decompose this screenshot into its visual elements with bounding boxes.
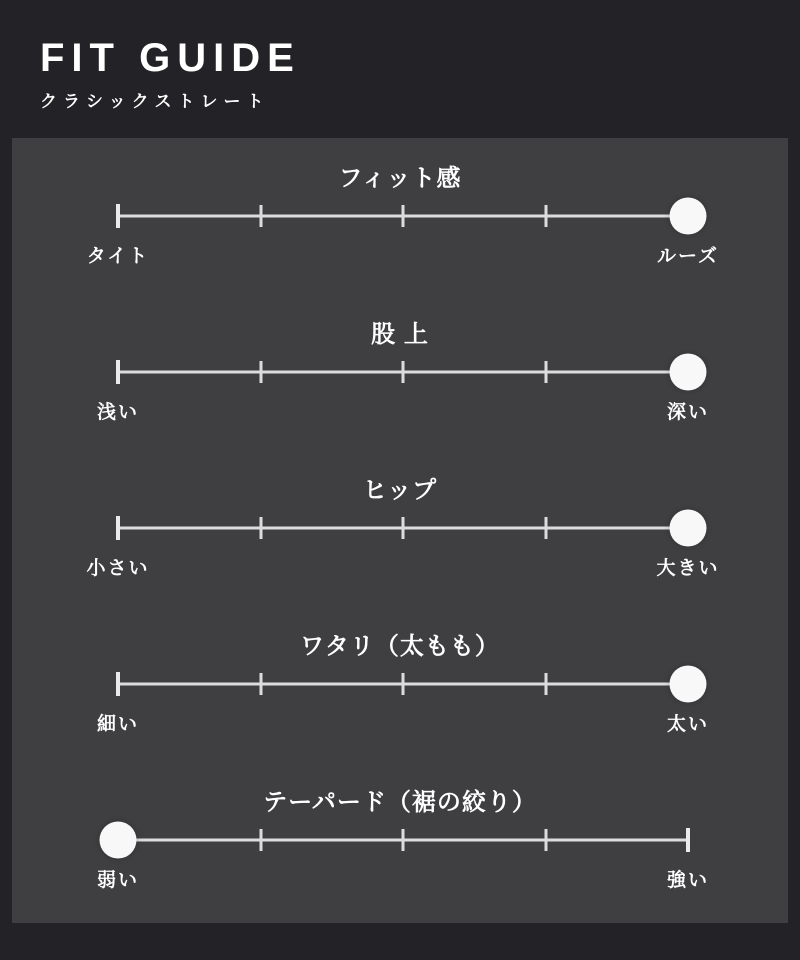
scale-max-label: 深い [666, 402, 710, 423]
fit-scale [12, 632, 788, 738]
scale-track [118, 662, 688, 706]
scale-labels [96, 868, 710, 894]
scale-max-label: 大きい [656, 558, 720, 579]
fit-scale [12, 788, 788, 894]
scale-min-label: 浅い [96, 402, 140, 423]
scale-min-label: タイト [86, 246, 150, 267]
scale-tick [544, 517, 547, 539]
scale-tick [402, 829, 405, 851]
scale-title: ヒップ [362, 477, 438, 504]
scale-min-label: 細い [96, 714, 140, 735]
scale-tick [402, 673, 405, 695]
scale-tick [259, 205, 262, 227]
scale-tick [402, 517, 405, 539]
scale-title: テーパード（裾の絞り） [263, 789, 537, 816]
scale-labels [96, 712, 710, 738]
scale-tick [116, 516, 120, 540]
scale-tick [116, 360, 120, 384]
scale-max-label: 強い [666, 870, 710, 891]
scale-title: フィット感 [338, 165, 462, 192]
scale-knob-dot [670, 666, 707, 703]
scale-knob-dot [670, 198, 707, 235]
scale-track [118, 818, 688, 862]
scale-tick [259, 361, 262, 383]
scale-title: ワタリ（太もも） [300, 633, 500, 660]
scale-tick [402, 361, 405, 383]
scale-tick [686, 828, 690, 852]
scale-knob-dot [670, 510, 707, 547]
header [0, 0, 800, 110]
page-title: FIT GUIDE [40, 36, 301, 80]
scale-knob-dot [670, 354, 707, 391]
scale-min-label: 弱い [96, 870, 140, 891]
scale-tick [259, 829, 262, 851]
fit-guide-panel [12, 138, 788, 923]
scale-track [118, 350, 688, 394]
scale-labels [86, 244, 720, 270]
fit-scale [12, 164, 788, 270]
scale-max-label: 太い [666, 714, 710, 735]
scale-labels [96, 400, 710, 426]
fit-scale [12, 476, 788, 582]
scale-min-label: 小さい [86, 558, 150, 579]
scale-title: 股 上 [371, 321, 429, 348]
scale-tick [544, 829, 547, 851]
scale-tick [402, 205, 405, 227]
page-subtitle: クラシックストレート [40, 92, 270, 111]
scale-tick [259, 673, 262, 695]
scale-tick [544, 361, 547, 383]
fit-scale [12, 320, 788, 426]
scale-track [118, 194, 688, 238]
scale-tick [116, 204, 120, 228]
scale-max-label: ルーズ [656, 246, 720, 267]
scale-track [118, 506, 688, 550]
scale-tick [116, 672, 120, 696]
scale-knob-dot [100, 822, 137, 859]
scale-tick [544, 673, 547, 695]
scale-tick [259, 517, 262, 539]
scale-labels [86, 556, 720, 582]
scale-tick [544, 205, 547, 227]
